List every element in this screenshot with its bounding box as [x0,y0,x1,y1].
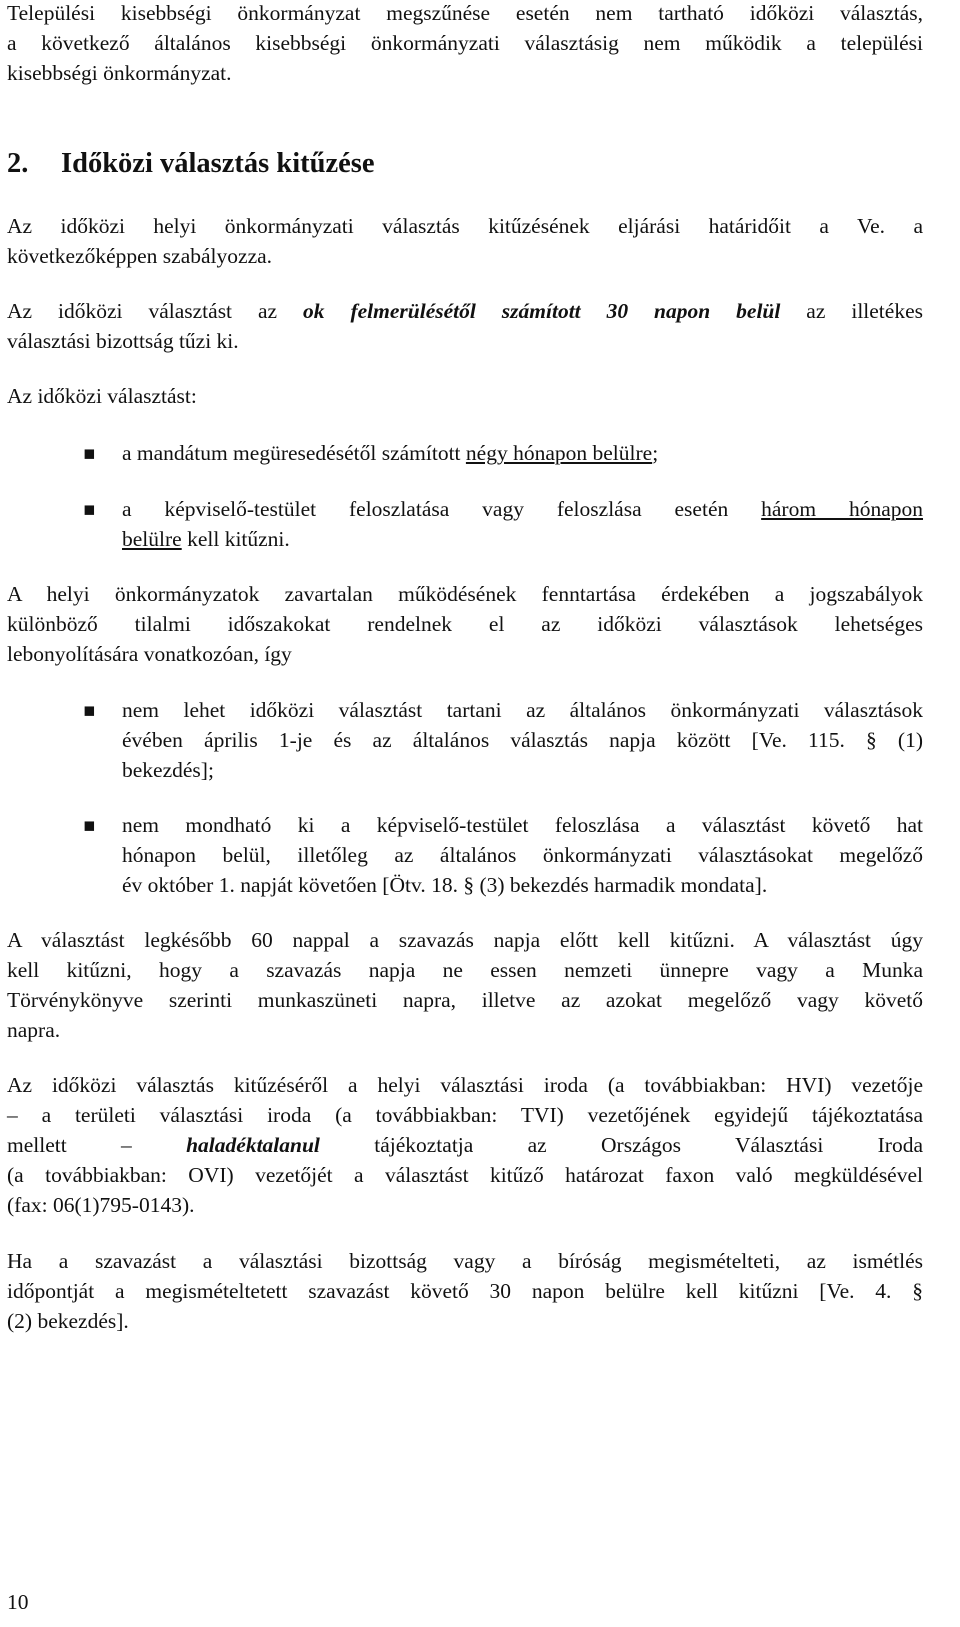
b2-text-a: a képviselő-testület feloszlatása vagy feloszlása esetén [122,497,762,521]
intro-line-3: kisebbségi önkormányzat. [7,61,232,85]
section-title: Időközi választás kitűzése [61,148,375,179]
bullet-2-line-1 [7,494,923,524]
bullet-3-line-3: bekezdés]; [122,758,214,782]
p2-text-a: Az időközi választást az [7,299,304,323]
p2-line-1 [7,296,923,326]
p6-line-5: (fax: 06(1)795-0143). [7,1193,195,1217]
p6-line-1: Az időközi választás kitűzéséről a helyi választási iroda (a továbbiakban: HVI) vezetője [7,1073,923,1097]
bullet-3-line-1: nem lehet időközi választást tartani az általános önkormányzati választások [122,698,923,722]
bullet-4 [7,810,923,900]
p4-line-3: lebonyolítására vonatkozóan, így [7,642,292,666]
p5-line-4: napra. [7,1018,61,1042]
page-number: 10 [7,1590,29,1614]
bullet-4-line-2: hónapon belül, illetőleg az általános önkormányzati választásokat megelőző [122,843,923,867]
section-heading [7,146,375,182]
bullet-3-line-2: évében április 1-je és az általános választás napja között [Ve. 115. § (1) [122,728,923,752]
intro-line-2: a következő általános kisebbségi önkormányzati választásig nem működik a települési [7,31,923,55]
intro-line-1: Települési kisebbségi önkormányzat megszűnése esetén nem tartható időközi választás, [7,1,923,25]
b1-text-c: ; [652,441,659,465]
b2-text-c: kell kitűzni. [181,527,290,551]
p1-line-1: Az időközi helyi önkormányzati választás kitűzésének eljárási határidőit a Ve. a [7,214,923,238]
p7-line-2: időpontját a megismételtetett szavazást követő 30 napon belülre kell kitűzni [Ve. 4. § [7,1279,923,1303]
bullet-marker: ▪ [83,814,96,836]
bullet-1 [7,438,923,468]
p6-line-2: – a területi választási iroda (a továbbiakban: TVI) vezetőjének egyidejű tájékoztatása [7,1103,923,1127]
p7-line-1: Ha a szavazást a választási bizottság vagy a bíróság megismételteti, az ismétlés [7,1249,923,1273]
bullet-2 [7,494,923,554]
p6-emphasis: haladéktalanul [186,1133,320,1157]
p3: Az időközi választást: [7,384,197,408]
p2-text-c: az illetékes [780,299,923,323]
bullet-marker: ▪ [83,442,96,464]
p6-line-3 [7,1130,923,1160]
p6-text-c: tájékoztatja az Országos Választási Iroda [319,1133,923,1157]
p2-emphasis: ok felmerülésétől számított 30 napon belül [303,299,781,323]
b2-underline-1: három hónapon [761,497,924,521]
p2-line-2: választási bizottság tűzi ki. [7,329,239,353]
p6-text-a: mellett – [7,1133,187,1157]
p6-line-4: (a továbbiakban: OVI) vezetőjét a választást kitűző határozat faxon való megküldésével [7,1163,923,1187]
b1-underline: négy hónapon belülre [465,441,653,465]
bullet-1-text [7,438,923,468]
bullet-2-line-2 [7,524,923,554]
p7-line-3: (2) bekezdés]. [7,1309,129,1333]
p5-line-1: A választást legkésőbb 60 nappal a szavazás napja előtt kell kitűzni. A választást úgy [7,928,923,952]
bullet-4-line-3: év október 1. napját követően [Ötv. 18. § (3) bekezdés harmadik mondata]. [122,873,768,897]
bullet-marker: ▪ [83,699,96,721]
b2-underline-2: belülre [122,527,182,551]
bullet-3 [7,695,923,785]
p1-line-2: következőképpen szabályozza. [7,244,273,268]
p5-line-2: kell kitűzni, hogy a szavazás napja ne essen nemzeti ünnepre vagy a Munka [7,958,923,982]
p4-line-1: A helyi önkormányzatok zavartalan működésének fenntartása érdekében a jogszabályok [7,582,923,606]
b1-text-a: a mandátum megüresedésétől számított [122,441,466,465]
section-number: 2. [7,148,29,179]
p5-line-3: Törvénykönyve szerinti munkaszüneti napra, illetve az azokat megelőző vagy követő [7,988,923,1012]
bullet-4-line-1: nem mondható ki a képviselő-testület feloszlása a választást követő hat [122,813,923,837]
p4-line-2: különböző tilalmi időszakokat rendelnek el az időközi választások lehetséges [7,612,923,636]
bullet-marker: ▪ [83,498,96,520]
